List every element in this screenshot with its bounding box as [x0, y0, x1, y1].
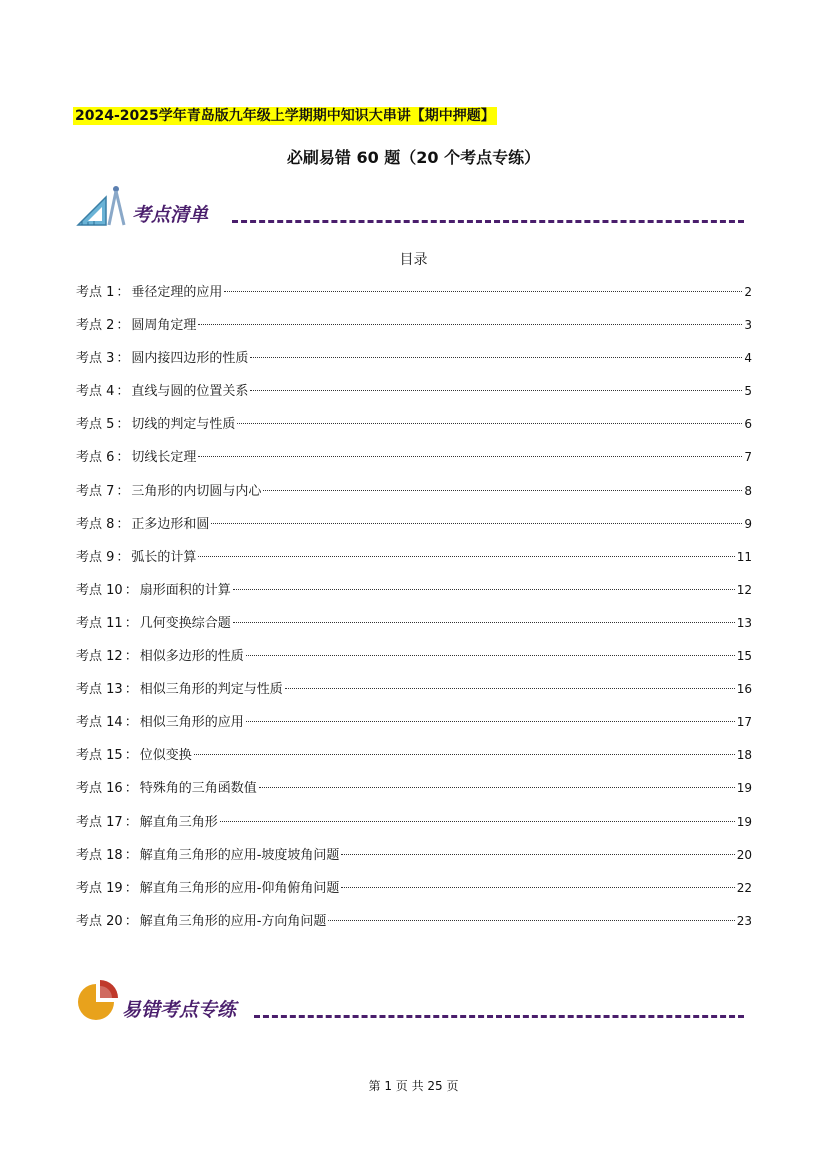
toc-entry-separator: ：: [124, 814, 138, 830]
toc-entry-separator: ：: [116, 351, 130, 367]
page-footer: 第 1 页 共 25 页: [368, 1079, 459, 1093]
toc-entry-page: 13: [736, 615, 752, 630]
toc-entry-label: 考点 6: [76, 450, 115, 466]
toc-entry-label: 考点 2: [76, 318, 115, 334]
toc-entry-page: 19: [736, 814, 752, 829]
document-subtitle: 必刷易错 60 题（20 个考点专练）: [286, 148, 541, 167]
toc-entry-page: 17: [736, 715, 752, 730]
toc-entry-separator: ：: [116, 450, 130, 466]
toc-entry[interactable]: [76, 909, 752, 942]
toc-entry-separator: ：: [124, 880, 138, 896]
toc-entry-title: 解直角三角形的应用-仰角俯角问题: [139, 880, 340, 896]
toc-entry[interactable]: [76, 313, 752, 346]
toc-entry-separator: ：: [116, 483, 130, 499]
toc-entry-page: 6: [744, 417, 752, 432]
toc-leader-dots: [263, 490, 742, 491]
toc-entry-page: 18: [736, 748, 752, 763]
section-banner-list: [76, 183, 744, 233]
toc-entry-label: 考点 7: [76, 483, 115, 499]
toc-entry[interactable]: [76, 379, 752, 412]
toc-leader-dots: [250, 357, 742, 358]
toc-entry-title: 解直角三角形的应用-方向角问题: [139, 913, 327, 929]
ruler-compass-icon: [76, 183, 132, 231]
section-label-practice: 易错考点专练: [122, 999, 237, 1021]
toc-entry-separator: ：: [124, 781, 138, 797]
toc-entry-title: 解直角三角形的应用-坡度坡角问题: [139, 847, 340, 863]
table-of-contents: [76, 280, 752, 942]
toc-entry-label: 考点 1: [76, 285, 115, 300]
toc-entry-page: 19: [736, 781, 752, 796]
toc-entry-title: 特殊角的三角函数值: [139, 781, 257, 797]
toc-entry[interactable]: [76, 445, 752, 478]
toc-entry-label: 考点 19: [76, 880, 123, 896]
toc-entry-separator: ：: [116, 417, 130, 433]
toc-entry-title: 切线长定理: [131, 450, 197, 466]
toc-leader-dots: [246, 655, 735, 656]
toc-entry[interactable]: [76, 346, 752, 379]
toc-entry-label: 考点 20: [76, 913, 123, 929]
toc-entry-page: 3: [744, 318, 752, 333]
document-title: 2024-2025学年青岛版九年级上学期期中知识大串讲【期中押题】: [75, 108, 495, 124]
toc-leader-dots: [198, 324, 742, 325]
toc-entry-page: 23: [736, 913, 752, 928]
toc-leader-dots: [194, 754, 735, 755]
toc-entry-title: 圆内接四边形的性质: [131, 351, 249, 367]
toc-leader-dots: [250, 390, 742, 391]
toc-heading: 目录: [399, 252, 428, 268]
toc-entry[interactable]: [76, 743, 752, 776]
toc-entry-title: 解直角三角形: [139, 814, 218, 830]
toc-entry-label: 考点 11: [76, 615, 123, 631]
toc-leader-dots: [198, 456, 742, 457]
toc-entry[interactable]: [76, 876, 752, 909]
toc-entry-separator: ：: [124, 582, 138, 598]
toc-entry-separator: ：: [124, 715, 138, 731]
toc-entry[interactable]: [76, 611, 752, 644]
toc-entry-page: 16: [736, 682, 752, 697]
toc-entry-separator: ：: [124, 748, 138, 764]
toc-leader-dots: [246, 721, 735, 722]
toc-entry-label: 考点 9: [76, 549, 115, 565]
toc-entry-title: 相似三角形的应用: [139, 715, 244, 731]
toc-entry[interactable]: [76, 412, 752, 445]
toc-leader-dots: [328, 920, 734, 921]
toc-entry-separator: ：: [116, 318, 130, 334]
toc-entry-label: 考点 14: [76, 715, 123, 731]
toc-leader-dots: [341, 887, 734, 888]
toc-entry-page: 22: [736, 880, 752, 895]
toc-leader-dots: [224, 291, 742, 292]
toc-leader-dots: [233, 589, 735, 590]
toc-entry-separator: ：: [124, 847, 138, 863]
toc-entry-label: 考点 12: [76, 649, 123, 665]
toc-entry-label: 考点 16: [76, 781, 123, 797]
toc-entry[interactable]: [76, 578, 752, 611]
toc-entry-page: 15: [736, 649, 752, 664]
toc-entry-separator: ：: [124, 649, 138, 665]
toc-entry-title: 垂径定理的应用: [131, 285, 223, 300]
toc-entry-separator: ：: [124, 913, 138, 929]
toc-entry-page: 12: [736, 582, 752, 597]
toc-leader-dots: [341, 854, 734, 855]
toc-entry-title: 扇形面积的计算: [139, 582, 231, 598]
toc-entry-title: 相似多边形的性质: [139, 649, 244, 665]
toc-entry-page: 11: [736, 549, 752, 564]
toc-leader-dots: [220, 821, 735, 822]
toc-entry-label: 考点 4: [76, 384, 115, 400]
toc-entry-separator: ：: [124, 615, 138, 631]
toc-entry[interactable]: [76, 479, 752, 512]
toc-leader-dots: [237, 423, 742, 424]
section-banner-practice: [76, 978, 744, 1028]
toc-entry-page: 2: [744, 285, 752, 299]
toc-entry-separator: ：: [124, 682, 138, 698]
toc-entry-separator: ：: [116, 516, 130, 532]
toc-entry-title: 切线的判定与性质: [131, 417, 236, 433]
toc-entry-title: 直线与圆的位置关系: [131, 384, 249, 400]
toc-entry-page: 7: [744, 450, 752, 465]
toc-entry-separator: ：: [116, 384, 130, 400]
toc-entry-title: 弧长的计算: [131, 549, 197, 565]
toc-entry-separator: ：: [116, 549, 130, 565]
toc-entry-label: 考点 10: [76, 582, 123, 598]
toc-entry-label: 考点 17: [76, 814, 123, 830]
toc-entry[interactable]: [76, 512, 752, 545]
toc-entry[interactable]: [76, 545, 752, 578]
toc-entry[interactable]: [76, 677, 752, 710]
toc-entry-title: 相似三角形的判定与性质: [139, 682, 283, 698]
toc-entry-label: 考点 5: [76, 417, 115, 433]
toc-entry-title: 几何变换综合题: [139, 615, 231, 631]
toc-entry-title: 圆周角定理: [131, 318, 197, 334]
toc-leader-dots: [259, 787, 735, 788]
section-divider: [254, 1015, 744, 1018]
toc-leader-dots: [233, 622, 735, 623]
toc-entry-label: 考点 8: [76, 516, 115, 532]
toc-entry-page: 5: [744, 384, 752, 399]
toc-entry-page: 9: [744, 516, 752, 531]
toc-leader-dots: [198, 556, 734, 557]
toc-entry-title: 位似变换: [139, 748, 192, 764]
toc-entry[interactable]: [76, 710, 752, 743]
toc-entry-separator: ：: [116, 285, 130, 300]
toc-entry[interactable]: [76, 776, 752, 809]
pie-chart-icon: [76, 978, 124, 1024]
toc-entry-label: 考点 18: [76, 847, 123, 863]
toc-entry-page: 20: [736, 847, 752, 862]
toc-entry[interactable]: [76, 280, 752, 313]
toc-entry-title: 正多边形和圆: [131, 516, 210, 532]
toc-entry[interactable]: [76, 810, 752, 843]
section-label-list: 考点清单: [132, 204, 209, 226]
toc-entry-title: 三角形的内切圆与内心: [131, 483, 262, 499]
toc-entry[interactable]: [76, 644, 752, 677]
toc-entry[interactable]: [76, 843, 752, 876]
toc-leader-dots: [285, 688, 735, 689]
toc-entry-label: 考点 15: [76, 748, 123, 764]
toc-entry-label: 考点 13: [76, 682, 123, 698]
toc-entry-page: 8: [744, 483, 752, 498]
toc-leader-dots: [211, 523, 742, 524]
toc-entry-page: 4: [744, 351, 752, 366]
section-divider: [232, 220, 744, 223]
toc-entry-label: 考点 3: [76, 351, 115, 367]
